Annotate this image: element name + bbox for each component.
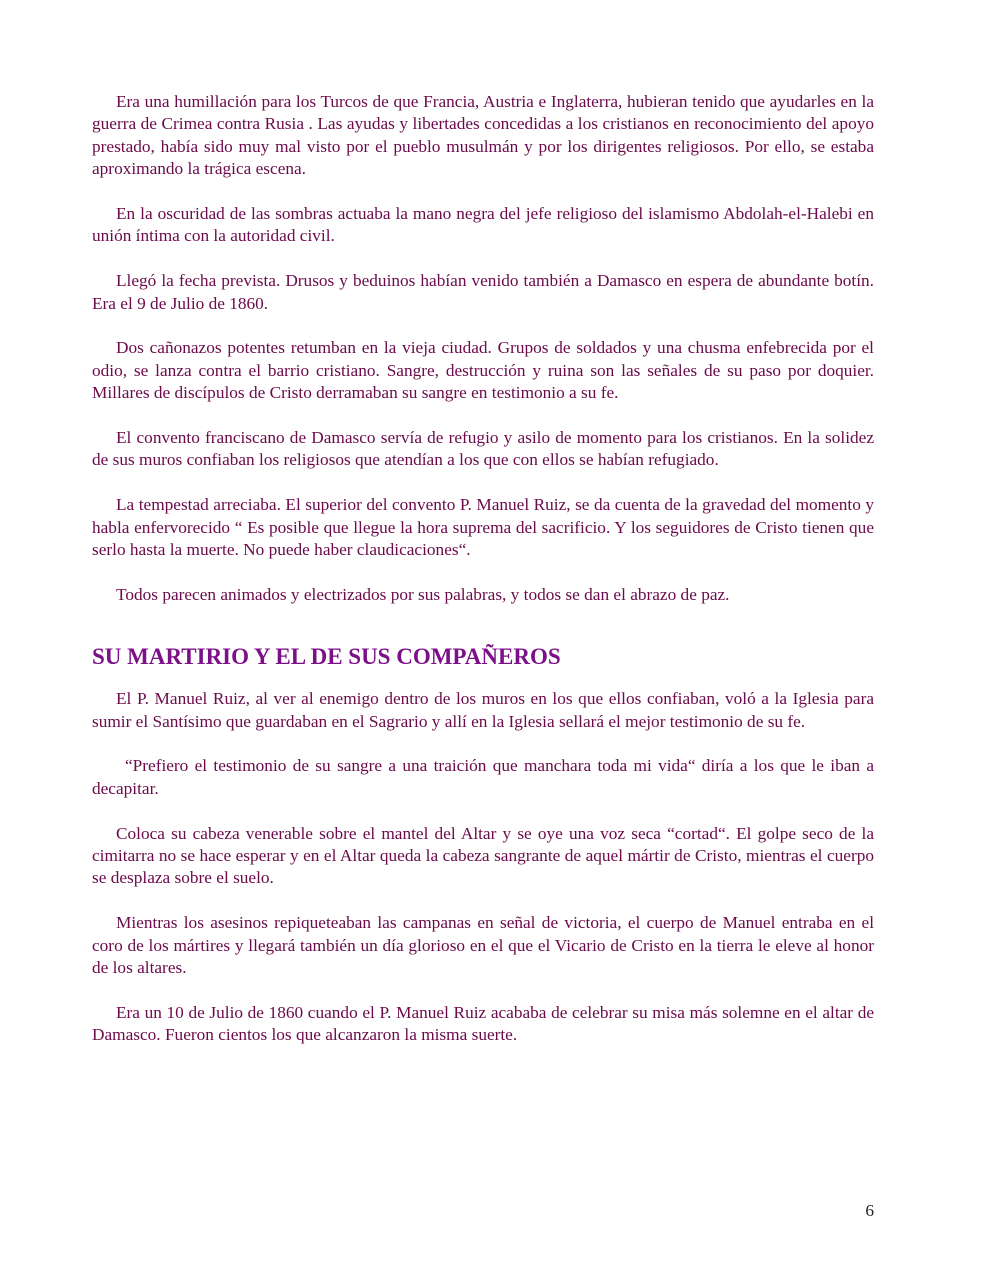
paragraph-oscuridad: En la oscuridad de las sombras actuaba la mano negra del jefe religioso del islamismo Abdolah-el-Halebi en unión íntima con la autoridad civil.	[92, 204, 874, 246]
paragraph-canonazos: Dos cañonazos potentes retumban en la vieja ciudad. Grupos de soldados y una chusma enfebrecida por el odio, se lanza contra el barrio cristiano. Sangre, destrucción y ruina son las señales de su paso por doquier. Millares de discípulos de Cristo derramaban su sangre en testimonio a su fe.	[92, 338, 874, 403]
paragraph-tempestad: La tempestad arreciaba. El superior del convento P. Manuel Ruiz, se da cuenta de la gravedad del momento y habla enfervorecido “ Es posible que llegue la hora suprema del sacrificio. Y los seguidores de Cristo tienen que serlo hasta la muerte. No puede haber claudicaciones“.	[92, 495, 874, 560]
paragraph-campanas: Mientras los asesinos repiqueteaban las campanas en señal de victoria, el cuerpo de Manuel entraba en el coro de los mártires y llegará también un día glorioso en el que el Vicario de Cristo en la tierra le eleve al honor de los altares.	[92, 913, 874, 978]
paragraph-quote-prefiero: “Prefiero el testimonio de su sangre a una traición que manchara toda mi vida“ diría a los que le iban a decapitar.	[92, 756, 874, 798]
page-content	[92, 91, 874, 1069]
paragraph-sagrario: El P. Manuel Ruiz, al ver al enemigo dentro de los muros en los que ellos confiaban, voló a la Iglesia para sumir el Santísimo que guardaban en el Sagrario y allí en la Iglesia sellará el mejor testimonio de su fe.	[92, 689, 874, 731]
paragraph-altar: Coloca su cabeza venerable sobre el mantel del Altar y se oye una voz seca “cortad“. El golpe seco de la cimitarra no se hace esperar y en el Altar queda la cabeza sangrante de aquel mártir de Cristo, mientras el cuerpo se desplaza sobre el suelo.	[92, 823, 874, 888]
paragraph-humillacion: Era una humillación para los Turcos de que Francia, Austria e Inglaterra, hubieran tenido que ayudarles en la guerra de Crimea contra Rusia . Las ayudas y libertades concedidas a los cristianos en reconocimiento del apoyo prestado, había sido muy mal visto por el pueblo musulmán y por los dirigentes religiosos. Por ello, se estaba aproximando la trágica escena.	[92, 92, 874, 179]
paragraph-fecha-prevista: Llegó la fecha prevista. Drusos y beduinos habían venido también a Damasco en espera de abundante botín. Era el 9 de Julio de 1860.	[92, 271, 874, 313]
paragraph-convento: El convento franciscano de Damasco servía de refugio y asilo de momento para los cristianos. En la solidez de sus muros confiaban los religiosos que atendían a los que con ellos se habían refugiado.	[92, 428, 874, 470]
section-heading: SU MARTIRIO Y EL DE SUS COMPAÑEROS	[92, 644, 561, 670]
paragraph-julio-1860: Era un 10 de Julio de 1860 cuando el P. Manuel Ruiz acababa de celebrar su misa más solemne en el altar de Damasco. Fueron cientos los que alcanzaron la misma suerte.	[92, 1002, 874, 1045]
paragraph-abrazo-paz: Todos parecen animados y electrizados por sus palabras, y todos se dan el abrazo de paz.	[116, 584, 730, 604]
page-number: 6	[865, 1201, 874, 1220]
